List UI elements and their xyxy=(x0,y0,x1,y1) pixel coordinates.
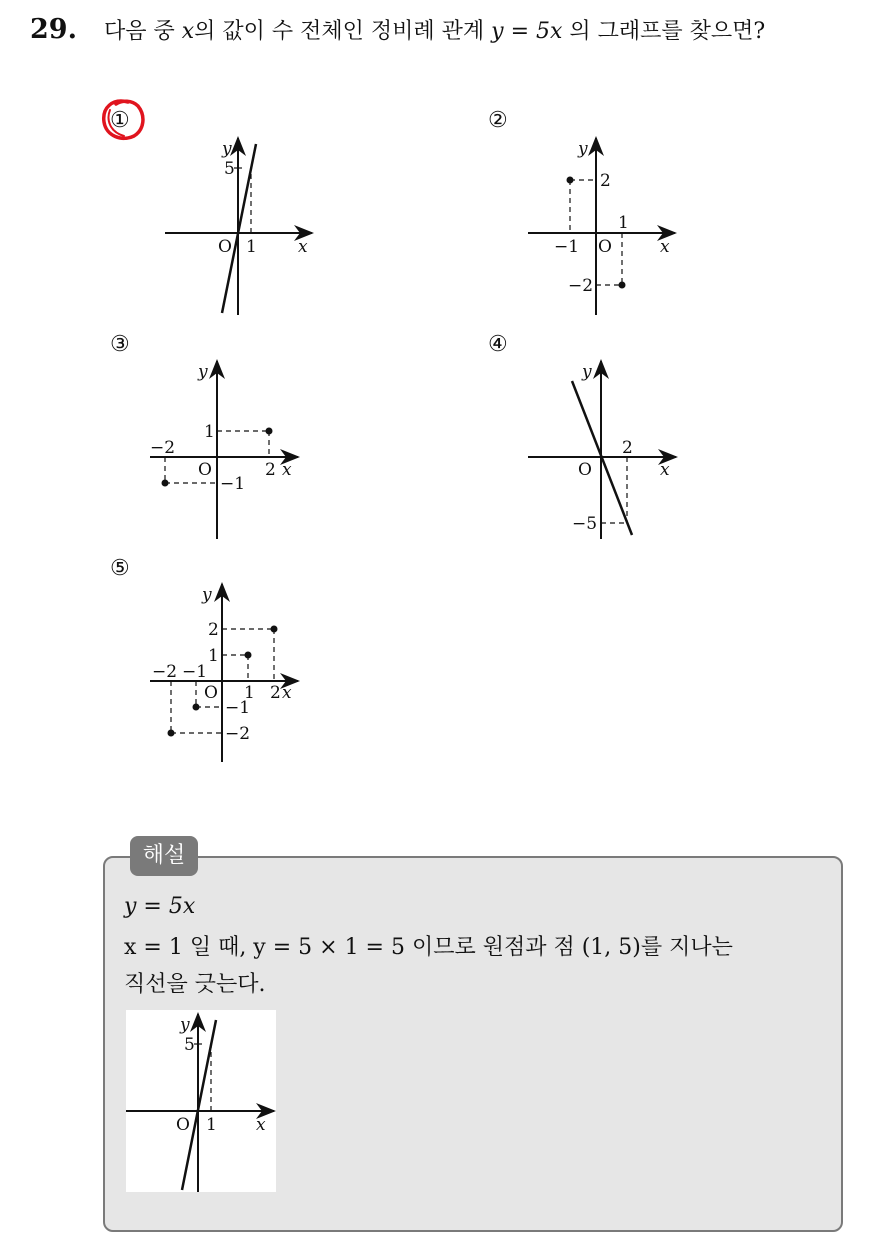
origin-label: O xyxy=(204,683,218,703)
point xyxy=(162,480,169,487)
y-2-label: 2 xyxy=(208,620,219,640)
y-m1-label: −1 xyxy=(225,698,251,718)
y-neg-label: −2 xyxy=(568,276,594,296)
x-axis-label: x xyxy=(660,237,670,257)
point xyxy=(271,626,278,633)
option-4-label[interactable]: ④ xyxy=(488,332,508,357)
x-neg-label: −1 xyxy=(554,237,580,257)
graph-5[interactable] xyxy=(140,580,310,770)
y-axis-label: y xyxy=(202,585,212,605)
x-1-label: 1 xyxy=(244,683,255,703)
x-pos-label: 1 xyxy=(618,213,629,233)
point xyxy=(245,652,252,659)
x-axis-label: x xyxy=(282,460,292,480)
solution-tag: 해설 xyxy=(130,836,198,876)
solution-graph xyxy=(126,1010,276,1192)
y-1-label: 1 xyxy=(208,646,219,666)
x-tick-label: 1 xyxy=(246,237,257,257)
x-tick-label: 1 xyxy=(206,1115,217,1135)
graph-2[interactable] xyxy=(520,130,690,320)
option-3-label[interactable]: ③ xyxy=(110,332,130,357)
y-axis-label: y xyxy=(578,139,588,159)
graph-3[interactable] xyxy=(140,355,310,545)
origin-label: O xyxy=(578,460,592,480)
y-axis-label: y xyxy=(180,1015,190,1035)
y-tick-label: 5 xyxy=(224,159,235,179)
origin-label: O xyxy=(218,237,232,257)
x-axis-label: x xyxy=(256,1115,266,1135)
origin-label: O xyxy=(176,1115,190,1135)
y-m2-label: −2 xyxy=(225,724,251,744)
y-axis-label: y xyxy=(198,362,208,382)
graph-1[interactable] xyxy=(160,130,330,320)
question-number: 29. xyxy=(30,14,77,45)
y-neg-label: −1 xyxy=(220,474,246,494)
solution-line-2: x = 1 일 때, y = 5 × 1 = 5 이므로 원점과 점 (1, 5)를 지나는 xyxy=(124,935,733,960)
point xyxy=(567,177,574,184)
x-pos-label: 2 xyxy=(622,438,633,458)
point xyxy=(266,428,273,435)
question-text-mid: 의 값이 수 전체인 정비례 관계 xyxy=(194,19,492,44)
question-equation: y = 5x xyxy=(491,19,563,44)
question-text-pre: 다음 중 xyxy=(104,19,182,44)
x-m2-label: −2 xyxy=(152,662,178,682)
origin-label: O xyxy=(198,460,212,480)
x-axis-label: x xyxy=(660,460,670,480)
y-pos-label: 2 xyxy=(600,171,611,191)
graph-4[interactable] xyxy=(520,355,690,545)
point xyxy=(168,730,175,737)
question-text xyxy=(104,14,765,45)
option-5-label[interactable]: ⑤ xyxy=(110,556,130,581)
solution-graph-panel xyxy=(126,1010,276,1192)
question-text-post: 의 그래프를 찾으면? xyxy=(562,19,766,44)
y-axis-label: y xyxy=(222,139,232,159)
selected-mark-circle-icon xyxy=(98,96,150,146)
option-2-label[interactable]: ② xyxy=(488,108,508,133)
option-1-label[interactable]: ① xyxy=(110,108,130,133)
y-neg-label: −5 xyxy=(572,514,598,534)
x-axis-label: x xyxy=(298,237,308,257)
point xyxy=(619,282,626,289)
y-pos-label: 1 xyxy=(204,422,215,442)
x-pos-label: 2 xyxy=(265,460,276,480)
origin-label: O xyxy=(598,237,612,257)
y-axis-label: y xyxy=(582,362,592,382)
point xyxy=(193,704,200,711)
x-axis-label: x xyxy=(282,683,292,703)
solution-line-1: y = 5x xyxy=(124,894,196,919)
x-2-label: 2 xyxy=(270,683,281,703)
y-tick-label: 5 xyxy=(184,1035,195,1055)
x-m1-label: −1 xyxy=(182,662,208,682)
solution-line-3: 직선을 긋는다. xyxy=(124,972,266,997)
x-neg-label: −2 xyxy=(150,438,176,458)
question-var: x xyxy=(181,19,195,44)
